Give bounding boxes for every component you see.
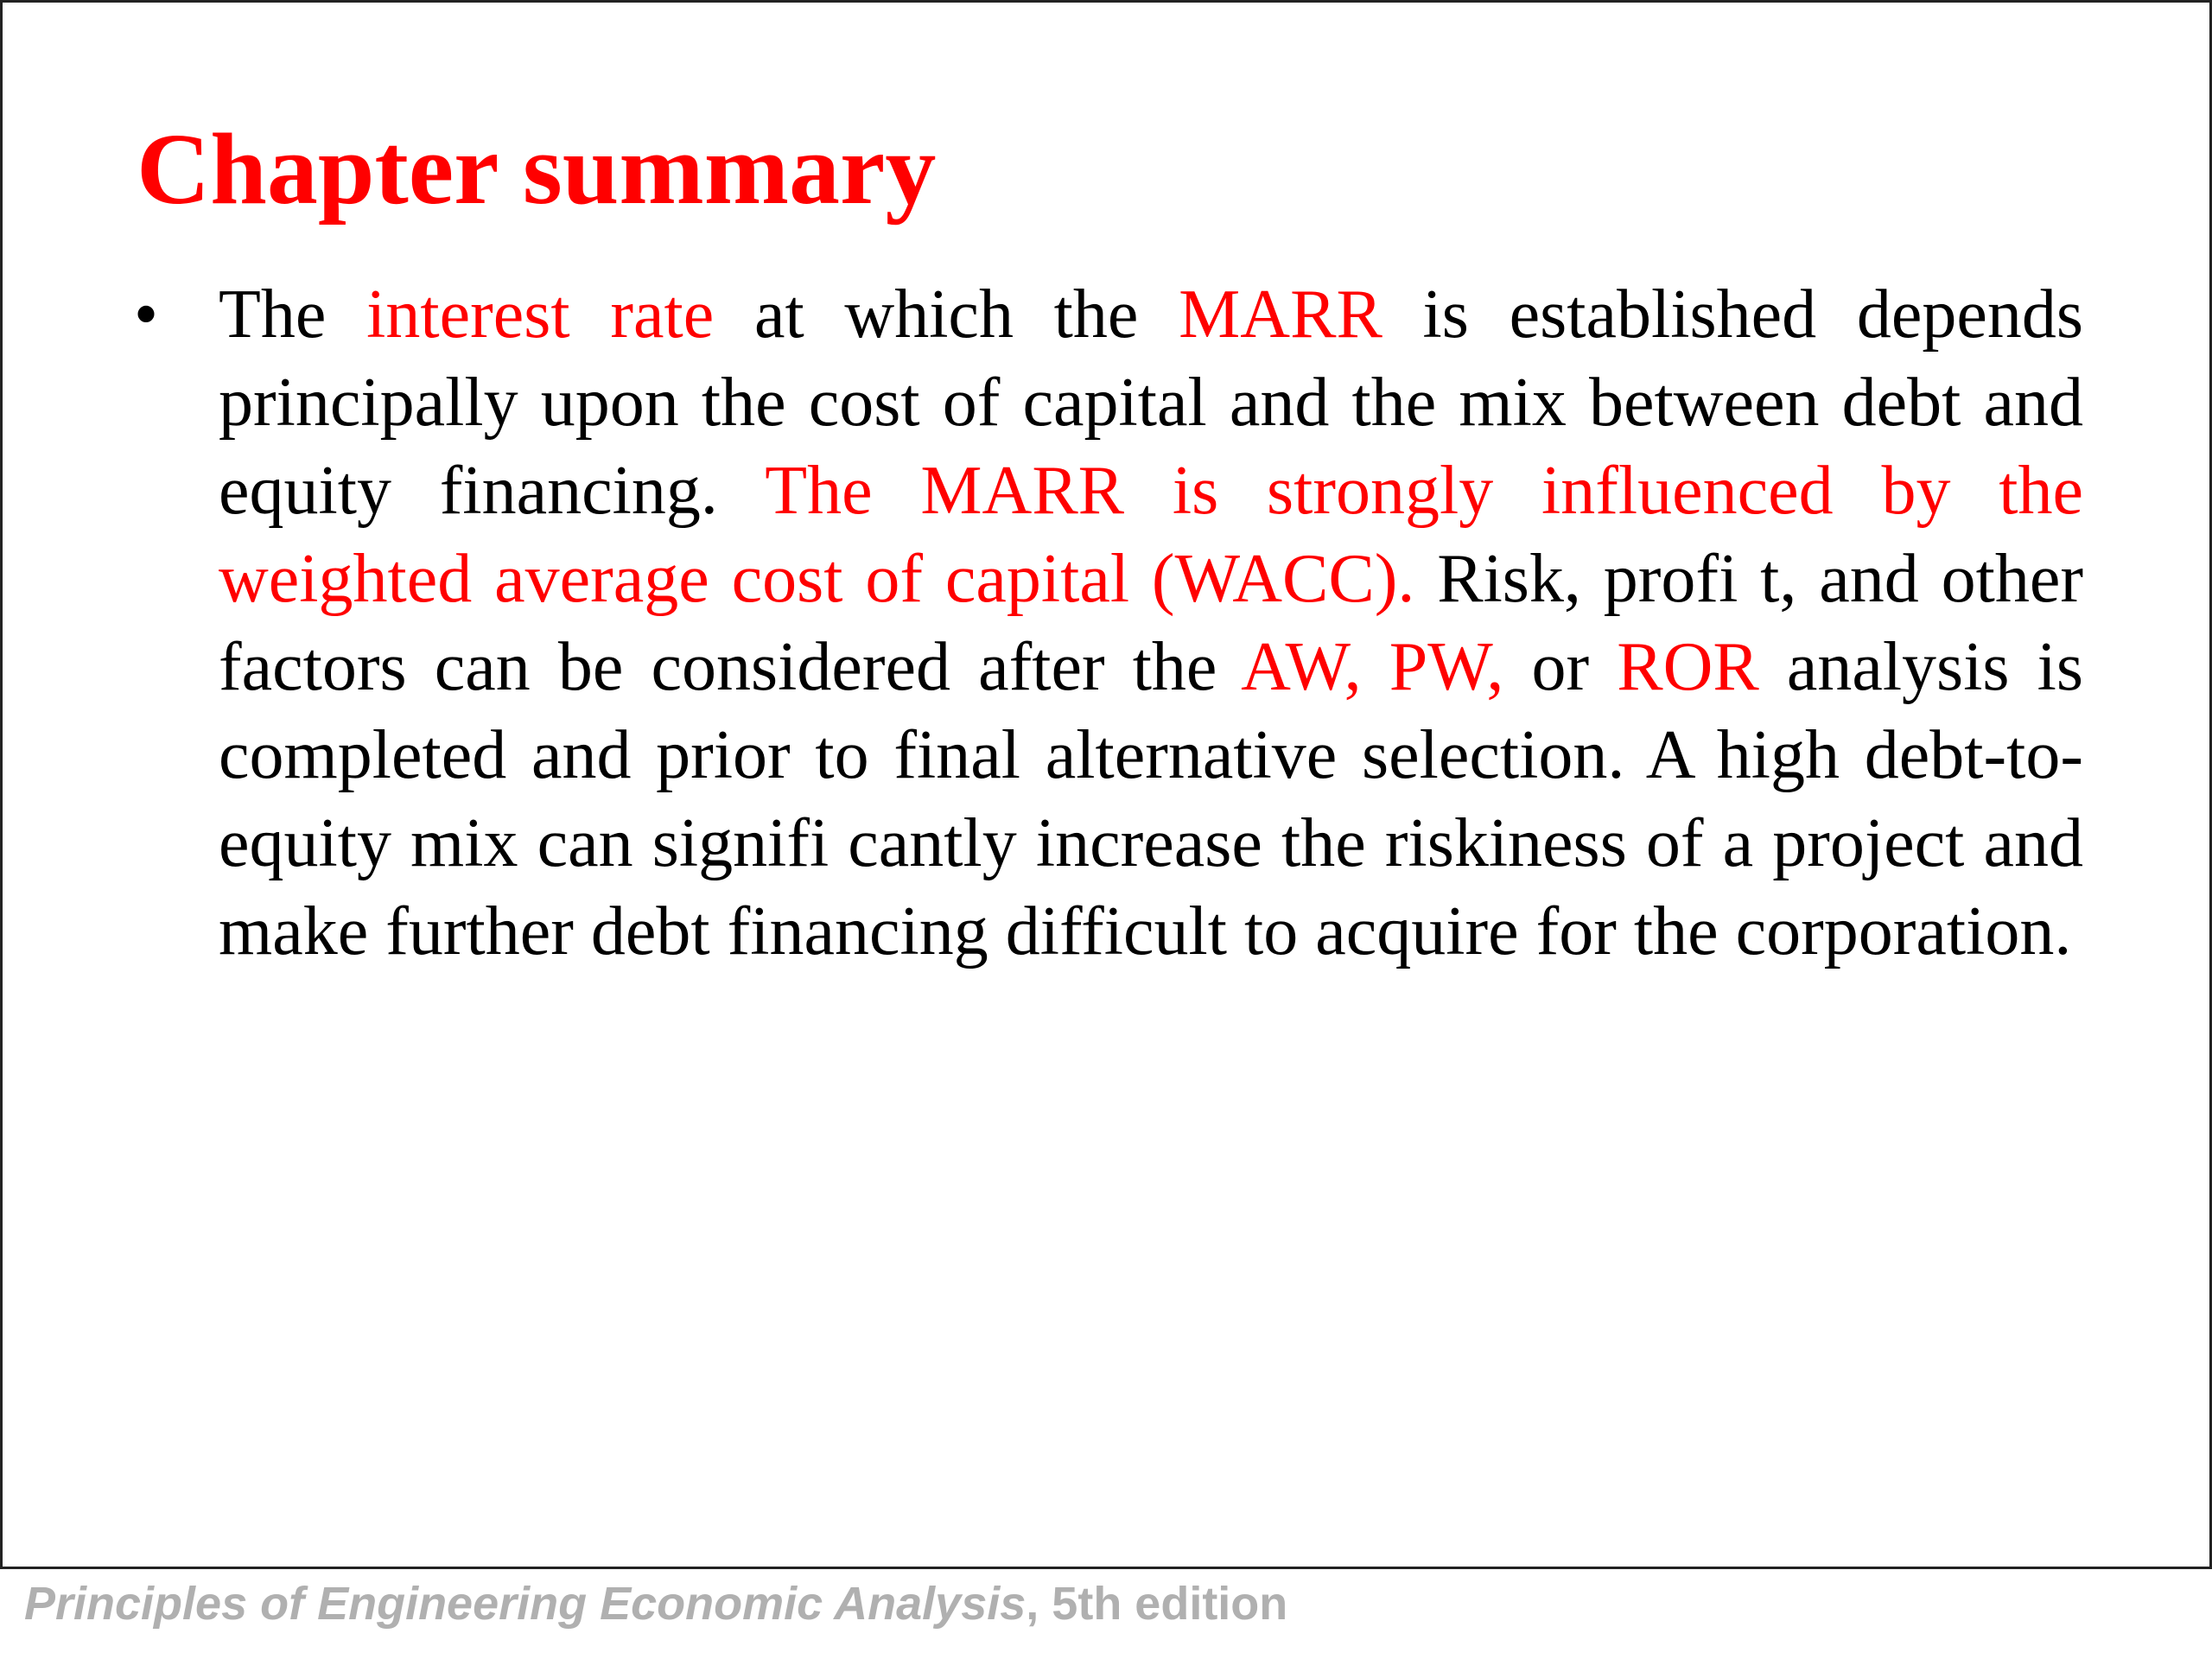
segment-is-established: is established depends principally upon the cost of capital and the mix between debt and equity financing. (219, 276, 2083, 529)
footer-edition: , 5th edition (1026, 1578, 1288, 1630)
segment-risk-profit: Risk, profi t, and other factors can be considered after the (219, 541, 2083, 705)
footer-book-title: Principles of Engineering Economic Analysis (24, 1578, 1027, 1630)
summary-bullet (130, 270, 2083, 976)
segment-the: The (219, 276, 367, 353)
segment-at-which-the: at which the (714, 276, 1179, 353)
highlight-wacc-sentence: The MARR is strongly influenced by the weighted average cost of capital (WACC). (219, 453, 2083, 617)
highlight-ror: ROR (1617, 629, 1759, 705)
highlight-aw-pw: AW, PW, (1241, 629, 1504, 705)
segment-analysis-completed: analysis is completed and prior to final alternative selection. A high debt-to-equity mix can signifi cantly increase the riskiness of a project and make further debt financing difficult to acquire for the corporation. (219, 629, 2083, 969)
bullet-list (130, 270, 2083, 976)
bullet-icon: • (134, 276, 159, 353)
highlight-marr: MARR (1179, 276, 1382, 353)
highlight-interest-rate: interest rate (366, 276, 715, 353)
slide-title: Chapter summary (137, 112, 937, 226)
segment-or: or (1503, 629, 1618, 705)
footer (24, 1577, 1287, 1630)
